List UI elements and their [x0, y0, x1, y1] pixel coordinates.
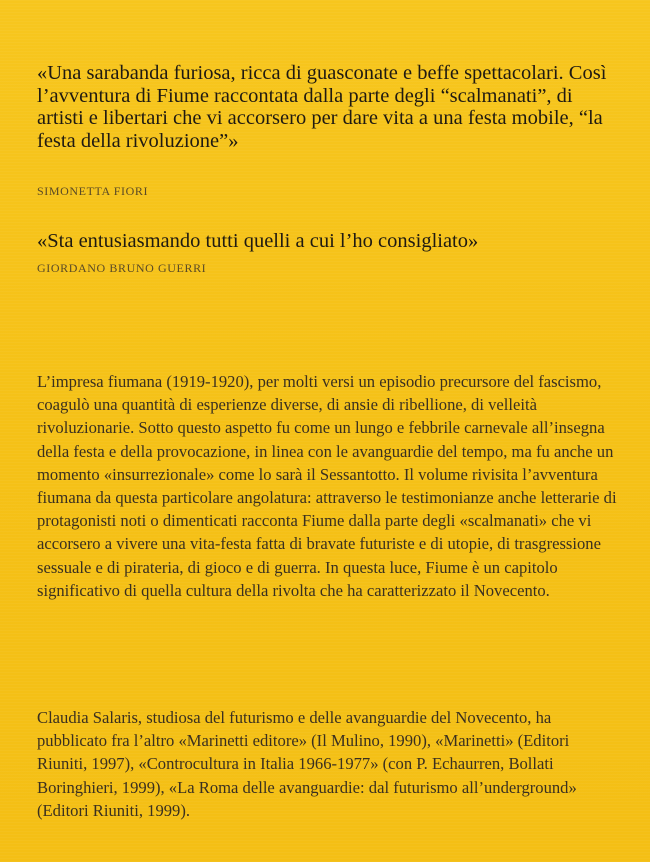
author-bio: Claudia Salaris, studiosa del futurismo e delle avanguardie del Novecento, ha pubblicato fra l’altro «Marinetti editore» (Il Mulino, 1990), «Marinetti» (Editori Riuniti, 1997), «Controcultura in Italia 1966-1977» (con P. Echaurren, Bollati Boringhieri, 1999), «La Roma delle avanguardie: dal futurismo all’underground» (Editori Riuniti, 1999). — [37, 708, 577, 820]
quote-guerri-author: GIORDANO BRUNO GUERRI — [37, 261, 207, 275]
quote-guerri: «Sta entusiasmando tutti quelli a cui l’ho consigliato» — [37, 230, 479, 252]
book-description: L’impresa fiumana (1919-1920), per molti versi un episodio precursore del fascismo, coagulò una quantità di esperienze diverse, di ansie di ribellione, di velleità rivoluzionarie. Sotto questo aspetto fu come un lungo e febbrile carnevale all’insegna della festa e della provocazione, in linea con le avanguardie del tempo, ma fu anche un momento «insurrezionale» come lo sarà il Sessantotto. Il volume rivisita l’avventura fiumana da questa particolare angolatura: attraverso le testimonianze anche letterarie di protagonisti noti o dimenticati racconta Fiume dalla parte degli «scalmanati» che vi accorsero a vivere una vita-festa fatta di bravate futuriste e di utopie, di trasgressione sessuale e di pirateria, di gioco e di guerra. In questa luce, Fiume è un capitolo significativo di quella cultura della rivolta che ha caratterizzato il Novecento. — [37, 372, 617, 600]
quote-fiori-author: SIMONETTA FIORI — [37, 184, 149, 198]
quote-fiori: «Una sarabanda furiosa, ricca di guasconate e beffe spettacolari. Così l’avventura di Fiume raccontata dalla parte degli “scalmanati”, di artisti e libertari che vi accorsero per dare vita a una festa mobile, “la festa della rivoluzione”» — [37, 62, 607, 152]
